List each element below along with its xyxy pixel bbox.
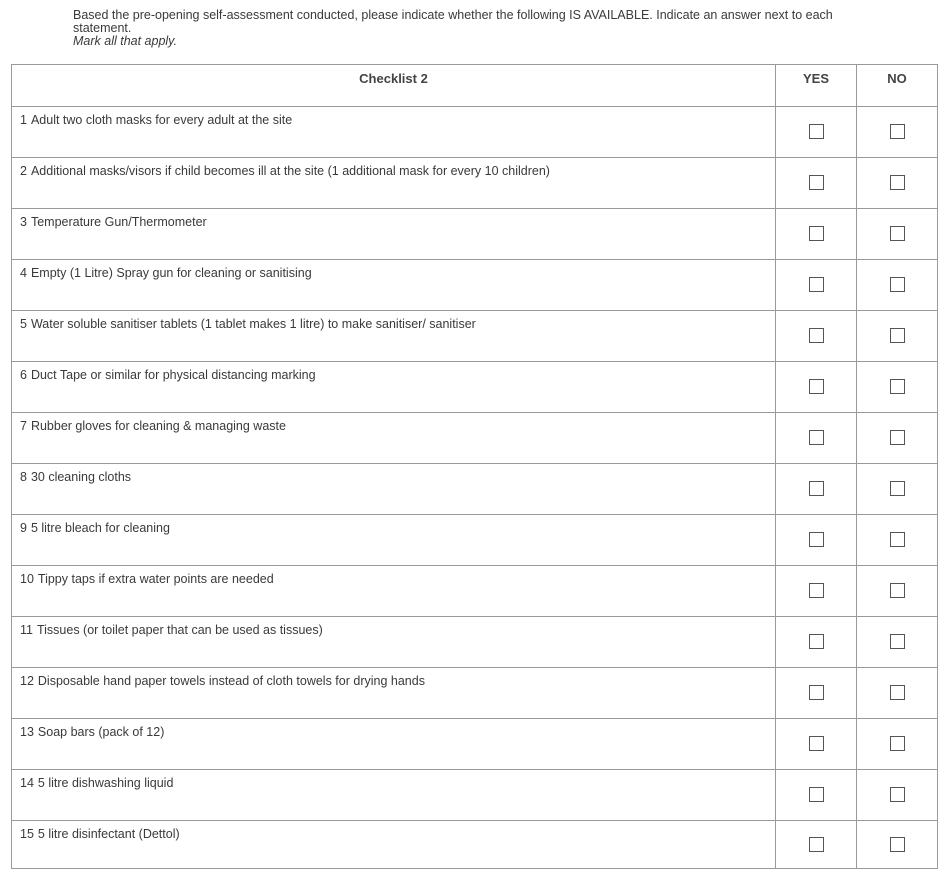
- checklist-item: [12, 617, 776, 668]
- instructions: [73, 9, 933, 48]
- item-text: Empty (1 Litre) Spray gun for cleaning or sanitising: [30, 266, 312, 280]
- checklist-item: [12, 362, 776, 413]
- yes-checkbox[interactable]: [809, 175, 824, 190]
- checklist-title: Checklist 2: [12, 65, 776, 107]
- yes-cell: [776, 668, 857, 719]
- no-cell: [857, 719, 938, 770]
- item-number: 3: [20, 215, 27, 229]
- yes-checkbox[interactable]: [809, 634, 824, 649]
- yes-cell: [776, 158, 857, 209]
- yes-cell: [776, 821, 857, 869]
- table-row: [12, 821, 938, 869]
- item-number: 15: [20, 827, 34, 841]
- no-cell: [857, 515, 938, 566]
- checklist-item: [12, 158, 776, 209]
- yes-checkbox[interactable]: [809, 379, 824, 394]
- table-row: [12, 566, 938, 617]
- no-cell: [857, 566, 938, 617]
- item-number: 10: [20, 572, 34, 586]
- table-row: [12, 362, 938, 413]
- item-number: 7: [20, 419, 27, 433]
- table-row: [12, 719, 938, 770]
- item-text: Tissues (or toilet paper that can be used as tissues): [36, 623, 323, 637]
- no-cell: [857, 107, 938, 158]
- item-number: 6: [20, 368, 27, 382]
- no-cell: [857, 821, 938, 869]
- no-checkbox[interactable]: [890, 277, 905, 292]
- item-number: 9: [20, 521, 27, 535]
- yes-checkbox[interactable]: [809, 685, 824, 700]
- yes-cell: [776, 209, 857, 260]
- checklist-item: [12, 719, 776, 770]
- table-row: [12, 260, 938, 311]
- yes-checkbox[interactable]: [809, 124, 824, 139]
- yes-checkbox[interactable]: [809, 583, 824, 598]
- item-text: 5 litre disinfectant (Dettol): [37, 827, 180, 841]
- instructions-note: Mark all that apply.: [73, 34, 177, 48]
- item-number: 11: [20, 623, 33, 637]
- yes-cell: [776, 362, 857, 413]
- item-text: Rubber gloves for cleaning & managing waste: [30, 419, 286, 433]
- table-row: [12, 770, 938, 821]
- no-cell: [857, 209, 938, 260]
- no-checkbox[interactable]: [890, 430, 905, 445]
- no-cell: [857, 668, 938, 719]
- yes-cell: [776, 515, 857, 566]
- table-row: [12, 158, 938, 209]
- yes-cell: [776, 413, 857, 464]
- yes-checkbox[interactable]: [809, 226, 824, 241]
- no-checkbox[interactable]: [890, 685, 905, 700]
- checklist-item: [12, 770, 776, 821]
- item-text: Adult two cloth masks for every adult at the site: [30, 113, 293, 127]
- no-cell: [857, 464, 938, 515]
- item-number: 4: [20, 266, 27, 280]
- yes-column-header: YES: [776, 65, 857, 107]
- no-checkbox[interactable]: [890, 736, 905, 751]
- yes-cell: [776, 566, 857, 617]
- checklist-item: [12, 311, 776, 362]
- no-cell: [857, 617, 938, 668]
- item-text: Temperature Gun/Thermometer: [30, 215, 207, 229]
- yes-checkbox[interactable]: [809, 277, 824, 292]
- checklist-item: [12, 464, 776, 515]
- item-number: 12: [20, 674, 34, 688]
- table-row: [12, 515, 938, 566]
- no-cell: [857, 311, 938, 362]
- checklist-body: [12, 107, 938, 869]
- table-row: [12, 617, 938, 668]
- yes-checkbox[interactable]: [809, 532, 824, 547]
- yes-cell: [776, 617, 857, 668]
- item-number: 8: [20, 470, 27, 484]
- no-checkbox[interactable]: [890, 481, 905, 496]
- no-cell: [857, 362, 938, 413]
- yes-cell: [776, 719, 857, 770]
- item-text: Additional masks/visors if child becomes ill at the site (1 additional mask for every 10 children): [30, 164, 550, 178]
- no-checkbox[interactable]: [890, 124, 905, 139]
- no-cell: [857, 413, 938, 464]
- no-cell: [857, 158, 938, 209]
- yes-cell: [776, 311, 857, 362]
- item-text: Water soluble sanitiser tablets (1 tablet makes 1 litre) to make sanitiser/ sanitiser: [30, 317, 476, 331]
- table-row: [12, 464, 938, 515]
- table-header-row: [12, 65, 938, 107]
- no-cell: [857, 260, 938, 311]
- yes-cell: [776, 464, 857, 515]
- no-checkbox[interactable]: [890, 532, 905, 547]
- item-number: 13: [20, 725, 34, 739]
- item-text: 5 litre bleach for cleaning: [30, 521, 170, 535]
- instructions-line: statement.: [73, 21, 132, 35]
- no-column-header: NO: [857, 65, 938, 107]
- item-text: 5 litre dishwashing liquid: [37, 776, 174, 790]
- item-number: 14: [20, 776, 34, 790]
- item-text: Disposable hand paper towels instead of cloth towels for drying hands: [37, 674, 425, 688]
- no-cell: [857, 770, 938, 821]
- no-checkbox[interactable]: [890, 328, 905, 343]
- yes-checkbox[interactable]: [809, 736, 824, 751]
- checklist-item: [12, 209, 776, 260]
- table-row: [12, 668, 938, 719]
- item-number: 2: [20, 164, 27, 178]
- checklist-item: [12, 821, 776, 869]
- checklist-table: [11, 64, 938, 869]
- no-checkbox[interactable]: [890, 583, 905, 598]
- no-checkbox[interactable]: [890, 226, 905, 241]
- checklist-item: [12, 413, 776, 464]
- item-text: 30 cleaning cloths: [30, 470, 132, 484]
- item-number: 5: [20, 317, 27, 331]
- item-text: Soap bars (pack of 12): [37, 725, 165, 739]
- no-checkbox[interactable]: [890, 837, 905, 852]
- item-text: Duct Tape or similar for physical distancing marking: [30, 368, 316, 382]
- yes-checkbox[interactable]: [809, 837, 824, 852]
- checklist-item: [12, 260, 776, 311]
- checklist-item: [12, 668, 776, 719]
- no-checkbox[interactable]: [890, 175, 905, 190]
- instructions-line: Based the pre-opening self-assessment conducted, please indicate whether the following IS AVAILABLE. Indicate an answer next to each: [73, 8, 833, 22]
- yes-checkbox[interactable]: [809, 430, 824, 445]
- yes-cell: [776, 107, 857, 158]
- table-row: [12, 311, 938, 362]
- item-number: 1: [20, 113, 27, 127]
- table-row: [12, 107, 938, 158]
- no-checkbox[interactable]: [890, 379, 905, 394]
- yes-checkbox[interactable]: [809, 481, 824, 496]
- no-checkbox[interactable]: [890, 634, 905, 649]
- table-row: [12, 413, 938, 464]
- no-checkbox[interactable]: [890, 787, 905, 802]
- yes-checkbox[interactable]: [809, 328, 824, 343]
- yes-checkbox[interactable]: [809, 787, 824, 802]
- checklist-item: [12, 107, 776, 158]
- yes-cell: [776, 770, 857, 821]
- checklist-item: [12, 566, 776, 617]
- checklist-item: [12, 515, 776, 566]
- item-text: Tippy taps if extra water points are needed: [37, 572, 274, 586]
- table-row: [12, 209, 938, 260]
- yes-cell: [776, 260, 857, 311]
